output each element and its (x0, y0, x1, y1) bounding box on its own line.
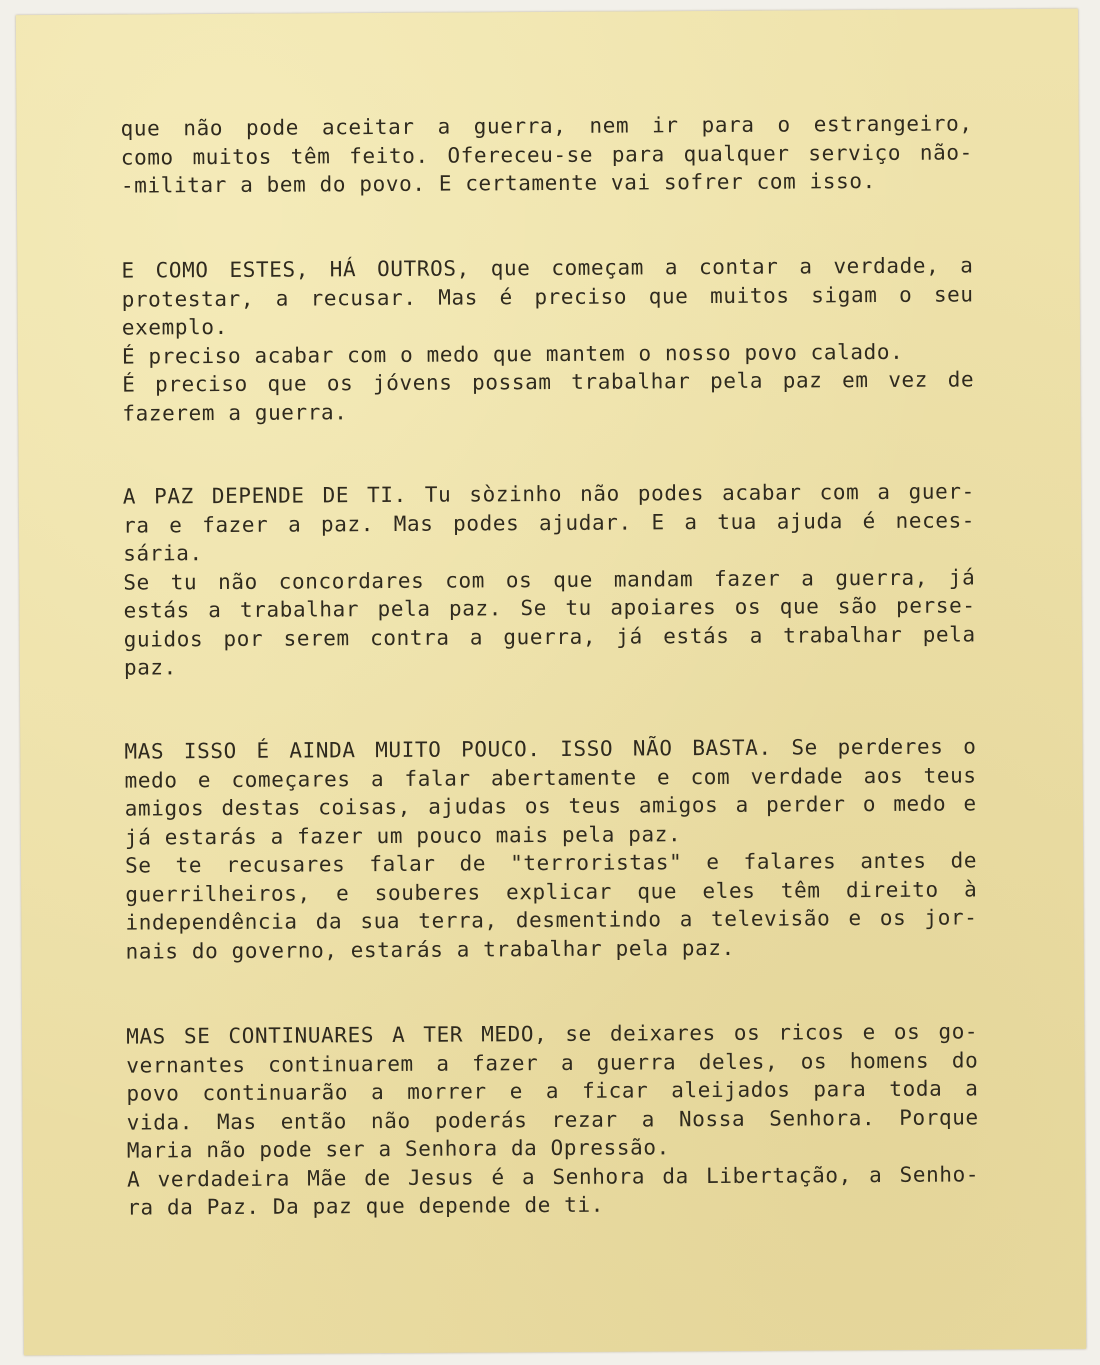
text-line: A PAZ DEPENDE DE TI. Tu sòzinho não podes acabar com a guer- (122, 479, 975, 509)
text-line: ra da Paz. Da paz que depende de ti. (127, 1192, 605, 1220)
text-line: povo continuarão a morrer e a ficar aleijados para toda a (126, 1076, 979, 1106)
text-line: Maria não pode ser a Senhora da Opressão. (126, 1135, 670, 1163)
paragraph-2 (121, 251, 974, 427)
text-line: protestar, a recusar. Mas é preciso que muitos sigam o seu (121, 281, 974, 312)
text-line: fazerem a guerra. (122, 399, 348, 426)
document-page (16, 9, 1086, 1355)
text-line: exemplo. (121, 314, 228, 340)
text-line: A verdadeira Mãe de Jesus é a Senhora da Libertação, a Senho- (126, 1161, 980, 1192)
text-line: E COMO ESTES, HÁ OUTROS, que começam a contar a verdade, a (121, 253, 974, 283)
text-line: paz. (123, 655, 177, 680)
text-line: guerrilheiros, e souberes explicar que eles têm direito à (125, 876, 978, 907)
text-line: vida. Mas então não poderás rezar a Nossa Senhora. Porque (126, 1104, 979, 1135)
text-line: que não pode aceitar a guerra, nem ir para o estrangeiro, (120, 111, 973, 141)
text-line: amigos destas coisas, ajudas os teus amigos a perder o medo e (124, 791, 977, 821)
text-line: MAS ISSO É AINDA MUITO POUCO. ISSO NÃO BASTA. Se perderes o (124, 734, 977, 764)
text-line: já estarás a fazer um pouco mais pela paz. (124, 821, 682, 850)
text-line: É preciso que os jóvens possam trabalhar pela paz em vez de (122, 367, 975, 397)
text-line: ra e fazer a paz. Mas podes ajudar. E a tua ajuda é neces- (122, 507, 976, 538)
text-line: -militar a bem do povo. E certamente vai sofrer com isso. (120, 169, 876, 198)
text-line: vernantes continuarem a fazer a guerra deles, os homens do (126, 1047, 979, 1078)
text-line: Se te recusares falar de "terroristas" e falares antes de (125, 848, 978, 878)
text-line: guidos por serem contra a guerra, já estás a trabalhar pela (123, 621, 976, 652)
text-line: como muitos têm feito. Ofereceu-se para qualquer serviço não- (120, 139, 973, 170)
paragraph-5 (126, 1017, 979, 1222)
text-line: estás a trabalhar pela paz. Se tu apoiares os que são perse- (123, 593, 976, 623)
text-line: independência da sua terra, desmentindo a televisão e os jor- (125, 905, 978, 935)
text-line: sária. (123, 541, 203, 566)
text-line: medo e começares a falar abertamente e com verdade aos teus (124, 762, 977, 793)
text-line: MAS SE CONTINUARES A TER MEDO, se deixares os ricos e os go- (126, 1019, 979, 1049)
text-line: nais do governo, estarás a trabalhar pela paz. (125, 935, 735, 964)
text-line: É preciso acabar com o medo que mantem o nosso povo calado. (121, 339, 904, 369)
text-line: Se tu não concordares com os que mandam fazer a guerra, já (123, 564, 976, 595)
paragraph-4 (124, 732, 977, 965)
paragraph-1 (121, 109, 974, 200)
paragraph-3 (123, 477, 976, 682)
